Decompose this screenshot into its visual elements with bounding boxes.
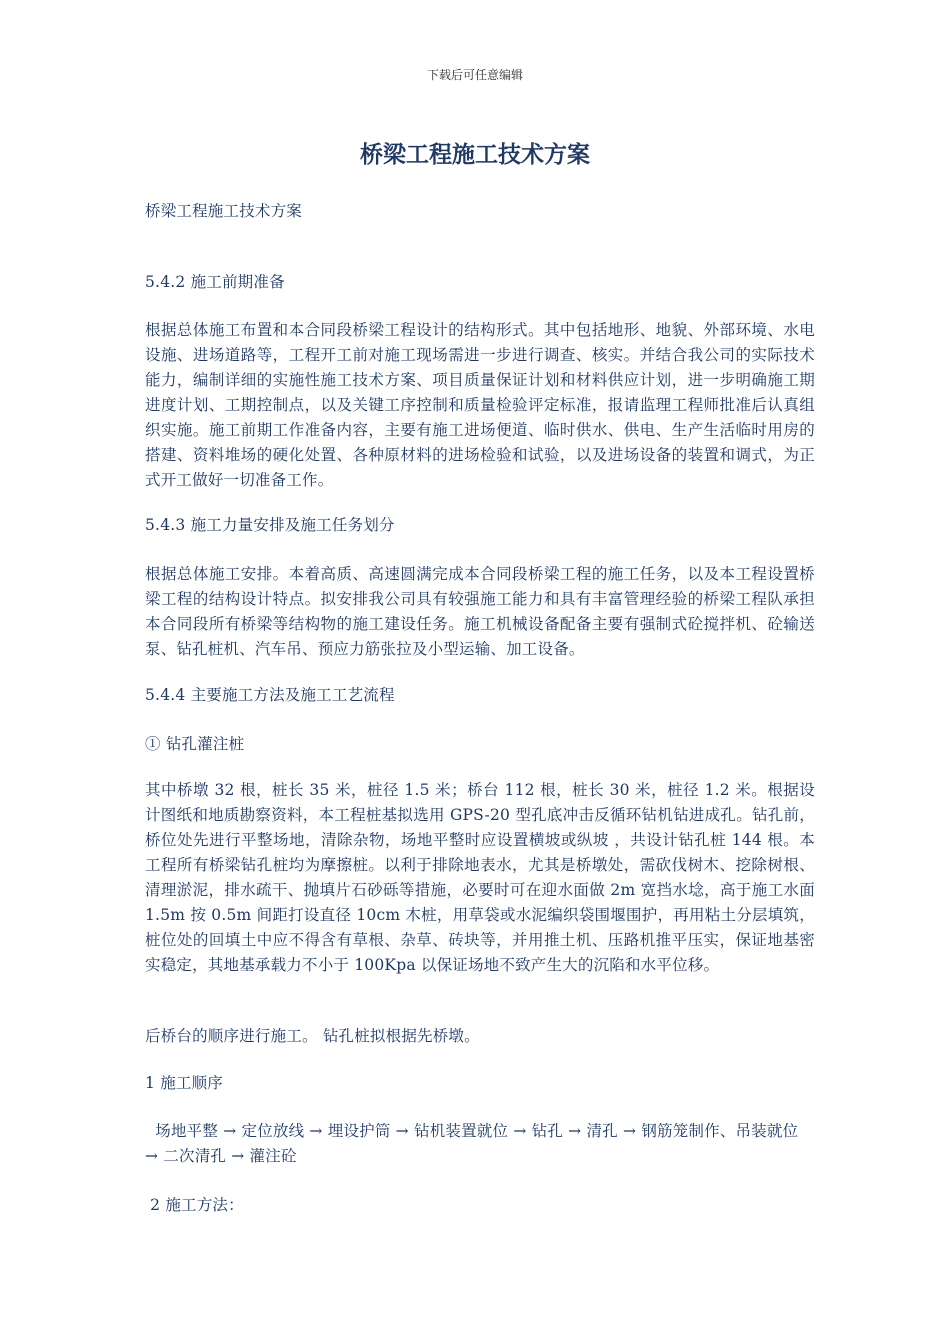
list-item-bored-pile: ① 钻孔灌注桩 [145, 735, 245, 753]
document-title: 桥梁工程施工技术方案 [360, 141, 590, 168]
paragraph-construction-order: 后桥台的顺序进行施工。 钻孔桩拟根据先桥墩。 [145, 1027, 480, 1045]
section-heading-5-4-4: 5.4.4 主要施工方法及施工工艺流程 [145, 686, 395, 704]
section-heading-5-4-2: 5.4.2 施工前期准备 [145, 273, 285, 291]
subheading-construction-method: 2 施工方法： [145, 1196, 244, 1214]
subtitle: 桥梁工程施工技术方案 [145, 202, 303, 220]
paragraph-5-4-3: 根据总体施工安排。本着高质、高速圆满完成本合同段桥梁工程的施工任务，以及本工程设置桥梁工程的结构设计特点。拟安排我公司具有较强施工能力和具有丰富管理经验的桥梁工程队承担本合同段所有桥梁等结构物的施工建设任务。施工机械设备配备主要有强制式砼搅拌机、砼输送泵、钻孔桩机、汽车吊、预应力筋张拉及小型运输、加工设备。 [145, 565, 815, 658]
page-header: 下载后可任意编辑 [426, 68, 523, 82]
paragraph-pile-details: 其中桥墩 32 根，桩长 35 米，桩径 1.5 米；桥台 112 根，桩长 30 米，桩径 1.2 米。根据设计图纸和地质勘察资料，本工程桩基拟选用 GPS-20 型孔底冲击反循环钻机钻进成孔。钻孔前，桥位处先进行平整场地，清除杂物，场地平整时应设置横坡或纵坡 ，共设计钻孔桩 144 根。本工程所有桥梁钻孔桩均为摩擦桩。以利于排除地表水，尤其是桥墩处，需砍伐树木、挖除树根、清理淤泥，排水疏干、抛填片石砂砾等措施，必要时可在迎水面做 2m 宽挡水埝，高于施工水面 1.5m 按 0.5m 间距打设直径 10cm 木桩，用草袋或水泥编织袋围堰围护，再用粘土分层填筑，桩位处的回填土中应不得含有草根、杂草、砖块等，并用推土机、压路机推平压实，保证地基密实稳定，其地基承载力不小于 100Kpa 以保证场地不致产生大的沉陷和水平位移。 [145, 781, 815, 974]
construction-flow: 场地平整 → 定位放线 → 埋设护筒 → 钻机装置就位 → 钻孔 → 清孔 → 钢筋笼制作、吊装就位 → 二次清孔 → 灌注砼 [145, 1122, 804, 1165]
paragraph-5-4-2: 根据总体施工布置和本合同段桥梁工程设计的结构形式。其中包括地形、地貌、外部环境、水电设施、进场道路等，工程开工前对施工现场需进一步进行调查、核实。并结合我公司的实际技术能力，编制详细的实施性施工技术方案、项目质量保证计划和材料供应计划，进一步明确施工期进度计划、工期控制点，以及关键工序控制和质量检验评定标准，报请监理工程师批准后认真组织实施。施工前期工作准备内容，主要有施工进场便道、临时供水、供电、生产生活临时用房的搭建、资料堆场的硬化处置、各种原材料的进场检验和试验，以及进场设备的装置和调式，为正式开工做好一切准备工作。 [145, 321, 815, 489]
subheading-construction-sequence: 1 施工顺序 [145, 1074, 223, 1092]
section-heading-5-4-3: 5.4.3 施工力量安排及施工任务划分 [145, 516, 395, 534]
